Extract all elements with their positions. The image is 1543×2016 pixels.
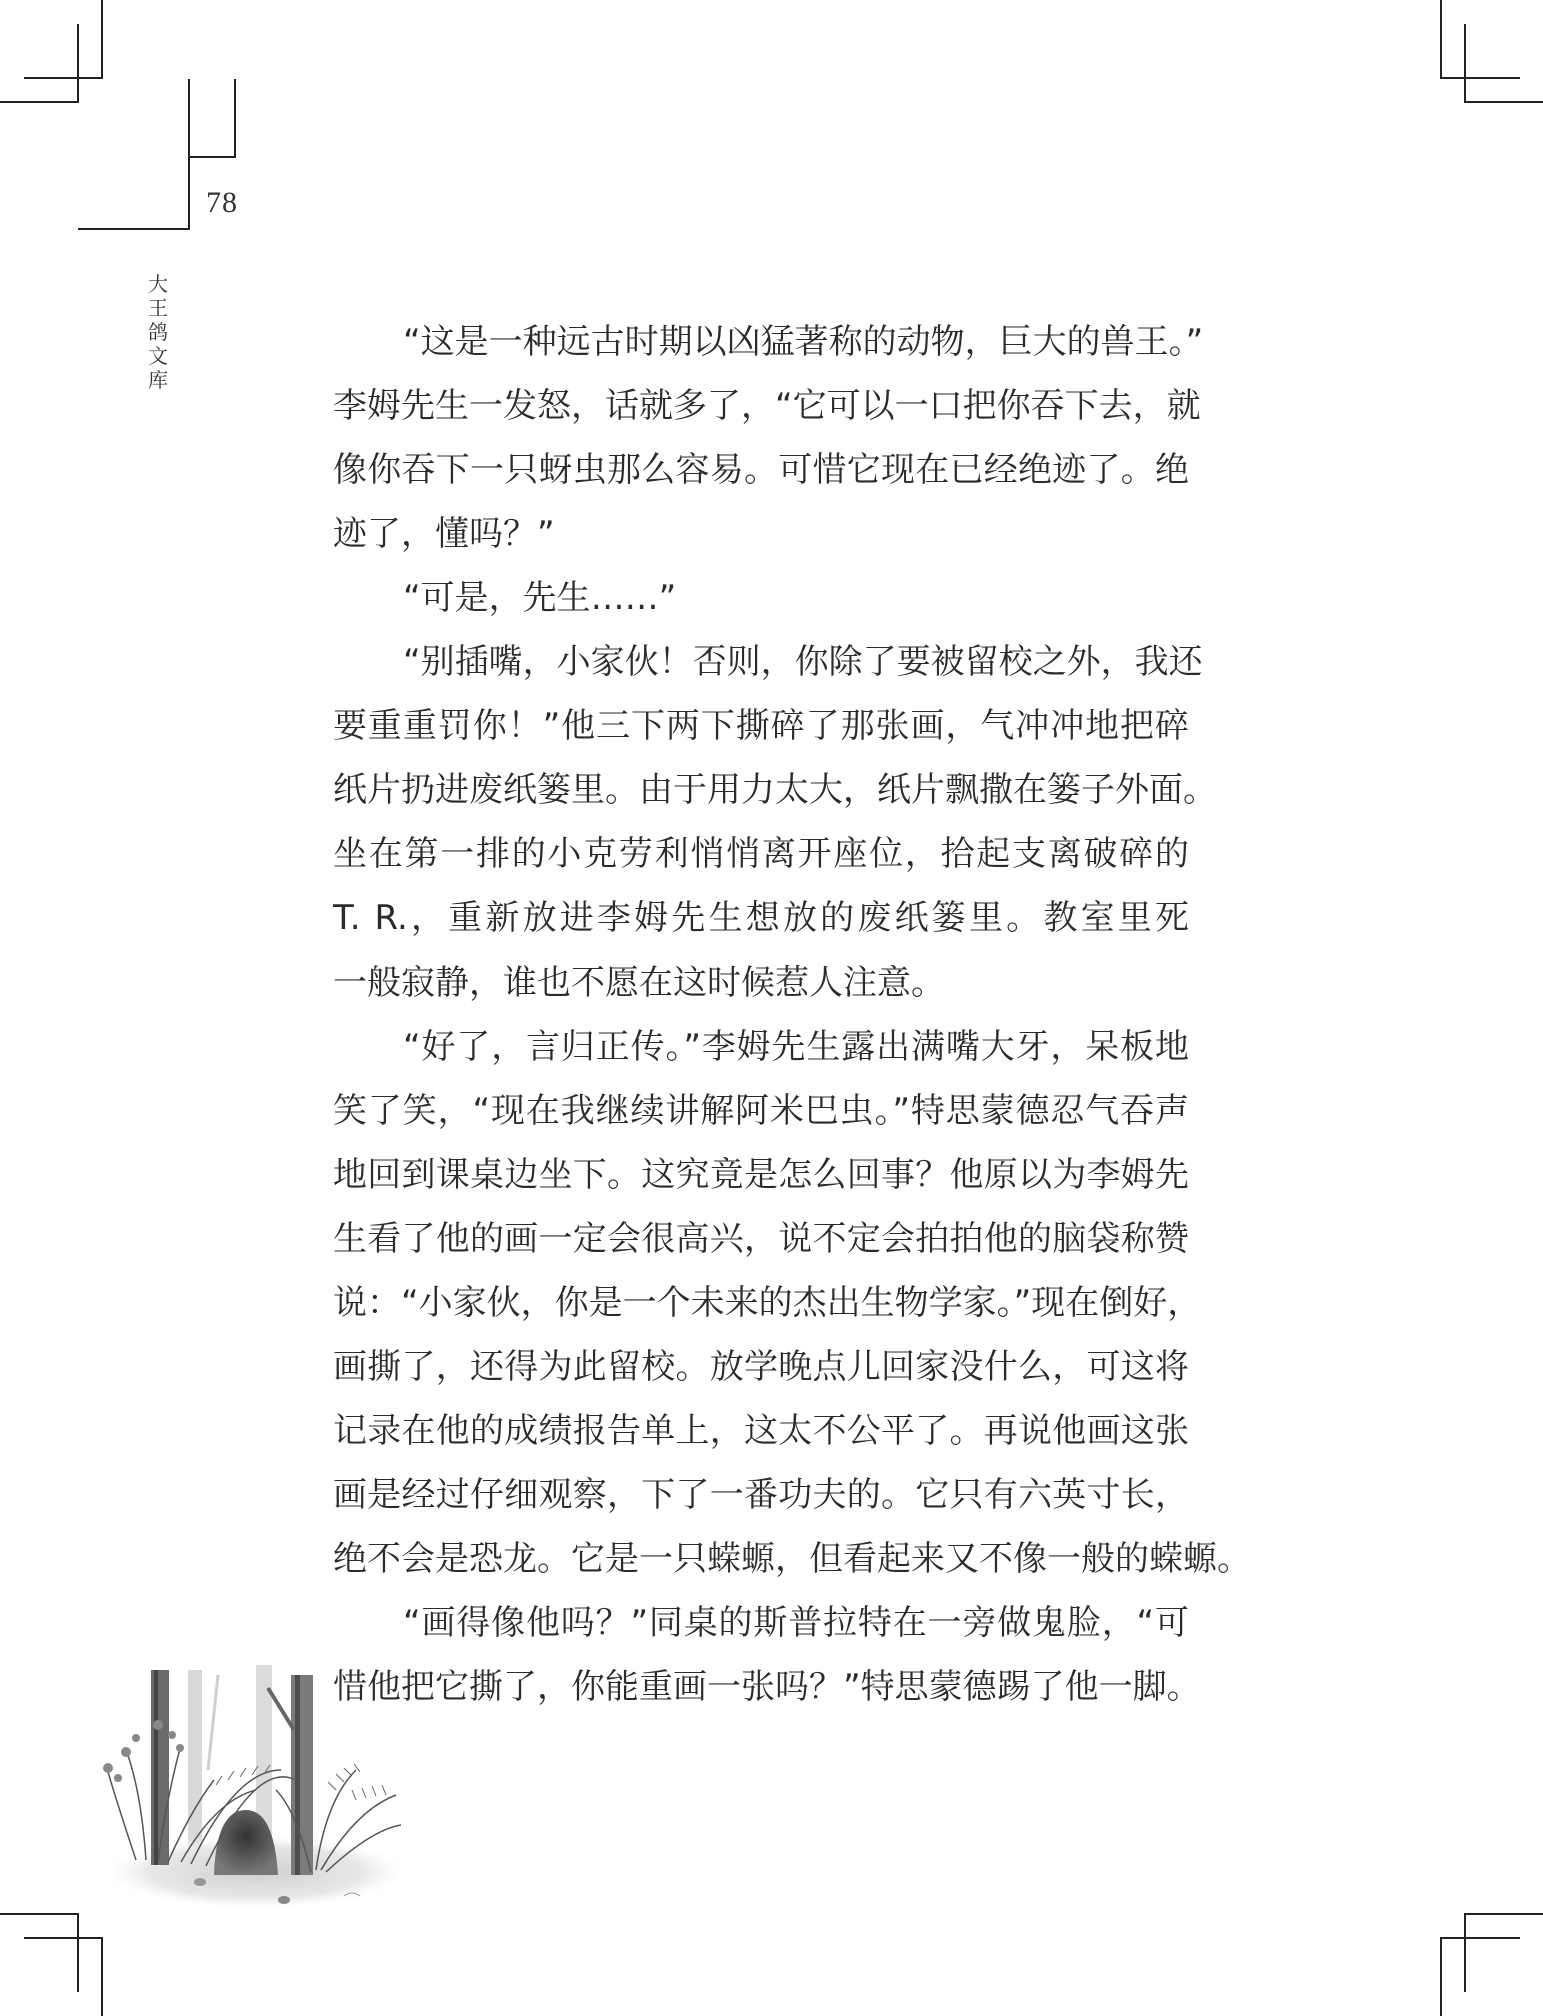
text-line: 说：“小家伙，你是一个未来的杰出生物学家。”现在倒好， — [333, 1282, 1202, 1323]
crop-mark-top-right-h1 — [1440, 77, 1520, 79]
folio-bracket-vertical — [234, 79, 236, 158]
crop-mark-bottom-right-h1 — [1464, 1913, 1543, 1915]
text-line: 李姆先生一发怒，话就多了，“它可以一口把你吞下去，就 — [333, 386, 1201, 427]
crop-mark-bottom-right-h2 — [1440, 1937, 1520, 1939]
text-line: 纸片扔进废纸篓里。由于用力太大，纸片飘撒在篓子外面。 — [333, 770, 1217, 811]
text-line: 笑了笑，“现在我继续讲解阿米巴虫。”特思蒙德忍气吞声 — [333, 1090, 1189, 1131]
text-line: “别插嘴，小家伙！否则，你除了要被留校之外，我还 — [403, 642, 1203, 683]
folio-frame-horizontal — [78, 228, 190, 230]
crop-mark-top-right-v2 — [1464, 24, 1466, 103]
crop-mark-bottom-right-v2 — [1440, 1937, 1442, 2016]
forest-fern-burrow-sketch-icon — [96, 1650, 416, 1920]
crop-mark-bottom-left-h2 — [24, 1937, 103, 1939]
text-line: 绝不会是恐龙。它是一只蝾螈，但看起来又不像一般的蝾螈。 — [333, 1538, 1251, 1579]
text-line: “这是一种远古时期以凶猛著称的动物，巨大的兽王。” — [403, 322, 1204, 362]
text-line: 惜他把它撕了，你能重画一张吗？”特思蒙德踢了他一脚。 — [333, 1667, 1201, 1708]
crop-mark-top-left-v2 — [77, 24, 79, 103]
crop-mark-bottom-right-v1 — [1464, 1913, 1466, 1992]
text-line: “画得像他吗？”同桌的斯普拉特在一旁做鬼脸，“可 — [403, 1603, 1189, 1643]
text-line: 像你吞下一只蚜虫那么容易。可惜它现在已经绝迹了。绝 — [333, 450, 1189, 491]
text-line: “好了，言归正传。”李姆先生露出满嘴大牙，呆板地 — [403, 1026, 1189, 1067]
text-line: 画撕了，还得为此留校。放学晚点儿回家没什么，可这将 — [333, 1346, 1189, 1387]
crop-mark-bottom-left-v1 — [77, 1913, 79, 1992]
crop-mark-top-left-h2 — [0, 101, 79, 103]
crop-mark-top-right-v1 — [1440, 0, 1442, 79]
text-line: 坐在第一排的小克劳利悄悄离开座位，拾起支离破碎的 — [333, 834, 1189, 875]
text-line: 地回到课桌边坐下。这究竟是怎么回事？他原以为李姆先 — [333, 1154, 1189, 1195]
text-line: 生看了他的画一定会很高兴，说不定会拍拍他的脑袋称赞 — [333, 1218, 1189, 1259]
crop-mark-top-right-h2 — [1464, 101, 1543, 103]
page-number: 78 — [206, 186, 238, 219]
text-line: “可是，先生……” — [403, 578, 677, 619]
crop-mark-bottom-left-h1 — [0, 1913, 79, 1915]
folio-frame-vertical — [188, 79, 190, 230]
crop-mark-top-left-h1 — [24, 77, 103, 79]
text-line: 记录在他的成绩报告单上，这太不公平了。再说他画这张 — [333, 1410, 1189, 1451]
text-line: 一般寂静，谁也不愿在这时候惹人注意。 — [333, 962, 945, 1003]
crop-mark-bottom-left-v2 — [101, 1937, 103, 2016]
series-title-vertical: 大王鸽文库 — [148, 272, 168, 392]
text-line: T. R.，重新放进李姆先生想放的废纸篓里。教室里死 — [333, 898, 1189, 939]
text-line: 要重重罚你！”他三下两下撕碎了那张画，气冲冲地把碎 — [333, 706, 1189, 747]
text-line: 画是经过仔细观察，下了一番功夫的。它只有六英寸长， — [333, 1474, 1189, 1515]
crop-mark-top-left-v1 — [101, 0, 103, 79]
folio-bracket-horizontal — [188, 156, 236, 158]
text-line: 迹了，懂吗？” — [333, 514, 555, 555]
forest-fern-burrow-illustration — [96, 1650, 416, 1920]
